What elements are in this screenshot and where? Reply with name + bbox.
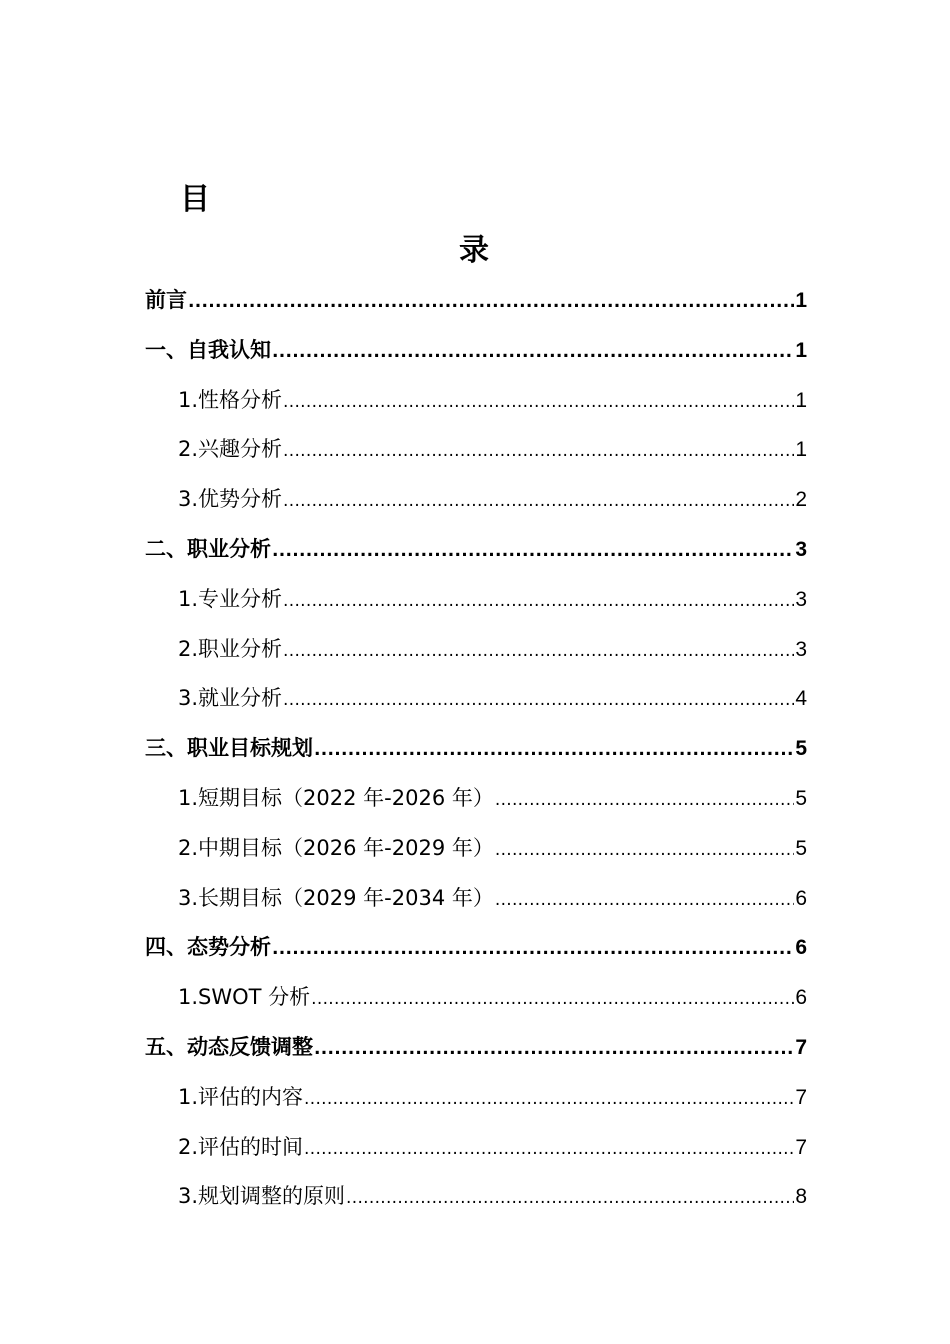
toc-dot-leader <box>283 632 794 670</box>
toc-chapter-entry[interactable] <box>145 928 807 978</box>
toc-entry-label: 前言 <box>145 288 187 312</box>
toc-section-entry[interactable] <box>145 679 807 729</box>
toc-page-number: 1 <box>795 438 807 462</box>
table-of-contents <box>145 281 807 1227</box>
toc-section-entry[interactable] <box>145 779 807 829</box>
toc-title-second: 录 <box>459 233 489 268</box>
toc-entry-label: 五、动态反馈调整 <box>145 1034 313 1059</box>
toc-entry-label: 1.评估的内容 <box>178 1084 304 1109</box>
toc-dot-leader <box>495 781 794 819</box>
toc-page-number: 7 <box>795 1035 807 1059</box>
toc-page-number: 5 <box>795 786 807 810</box>
toc-section-entry[interactable] <box>145 381 807 431</box>
toc-page-number: 7 <box>795 1135 807 1159</box>
toc-entry-label: 四、态势分析 <box>145 935 271 960</box>
toc-dot-leader <box>314 731 794 769</box>
toc-entry-label: 2.兴趣分析 <box>178 437 283 462</box>
toc-chapter-entry[interactable] <box>145 530 807 580</box>
toc-section-entry[interactable] <box>145 829 807 879</box>
toc-entry-label: 3.长期目标（2029 年-2034 年） <box>178 885 494 910</box>
toc-section-entry[interactable] <box>145 480 807 530</box>
toc-page-number: 8 <box>795 1185 807 1209</box>
toc-dot-leader <box>272 930 794 968</box>
toc-page-number: 2 <box>795 488 807 512</box>
toc-page-number: 6 <box>795 936 807 960</box>
toc-entry-label: 三、职业目标规划 <box>145 736 313 761</box>
toc-title-first: 目 <box>180 182 210 217</box>
toc-section-entry[interactable] <box>145 879 807 929</box>
toc-section-entry[interactable] <box>145 630 807 680</box>
toc-dot-leader <box>188 283 794 321</box>
toc-chapter-entry[interactable] <box>145 1028 807 1078</box>
toc-entry-label: 1.性格分析 <box>178 387 283 412</box>
toc-dot-leader <box>283 582 794 620</box>
toc-entry-label: 3.就业分析 <box>178 686 283 711</box>
toc-section-entry[interactable] <box>145 580 807 630</box>
toc-page-number: 4 <box>795 687 807 711</box>
toc-entry-label: 1.短期目标（2022 年-2026 年） <box>178 785 494 810</box>
toc-entry-label: 1.SWOT 分析 <box>178 985 311 1010</box>
toc-entry-label: 2.职业分析 <box>178 636 283 661</box>
toc-entry-label: 一、自我认知 <box>145 337 271 362</box>
toc-dot-leader <box>346 1179 794 1217</box>
toc-page-number: 1 <box>795 289 807 312</box>
toc-page-number: 3 <box>795 637 807 661</box>
toc-page-number: 5 <box>795 737 807 761</box>
toc-entry-label: 1.专业分析 <box>178 586 283 611</box>
toc-dot-leader <box>304 1080 794 1118</box>
toc-dot-leader <box>283 681 794 719</box>
toc-page-number: 1 <box>795 388 807 412</box>
toc-page-number: 7 <box>795 1085 807 1109</box>
toc-page-number: 3 <box>795 587 807 611</box>
toc-dot-leader <box>314 1030 794 1068</box>
toc-page-number: 6 <box>795 986 807 1010</box>
toc-dot-leader <box>283 432 794 470</box>
toc-dot-leader <box>283 482 794 520</box>
toc-dot-leader <box>283 383 794 421</box>
toc-section-entry[interactable] <box>145 978 807 1028</box>
toc-dot-leader <box>272 333 794 371</box>
toc-entry-label: 3.优势分析 <box>178 487 283 512</box>
toc-entry-label: 二、职业分析 <box>145 536 271 561</box>
toc-page-number: 6 <box>795 886 807 910</box>
toc-section-entry[interactable] <box>145 1128 807 1178</box>
toc-page-number: 5 <box>795 836 807 860</box>
toc-page-number: 3 <box>795 537 807 561</box>
toc-chapter-entry[interactable] <box>145 281 807 331</box>
toc-entry-label: 2.中期目标（2026 年-2029 年） <box>178 835 494 860</box>
toc-chapter-entry[interactable] <box>145 331 807 381</box>
toc-entry-label: 2.评估的时间 <box>178 1134 304 1159</box>
toc-dot-leader <box>495 831 794 869</box>
toc-section-entry[interactable] <box>145 430 807 480</box>
toc-dot-leader <box>495 881 794 919</box>
toc-entry-label: 3.规划调整的原则 <box>178 1184 346 1209</box>
toc-page-number: 1 <box>795 338 807 362</box>
toc-section-entry[interactable] <box>145 1078 807 1128</box>
toc-dot-leader <box>272 532 794 570</box>
toc-dot-leader <box>311 980 794 1018</box>
toc-section-entry[interactable] <box>145 1177 807 1227</box>
toc-dot-leader <box>304 1130 794 1168</box>
toc-chapter-entry[interactable] <box>145 729 807 779</box>
